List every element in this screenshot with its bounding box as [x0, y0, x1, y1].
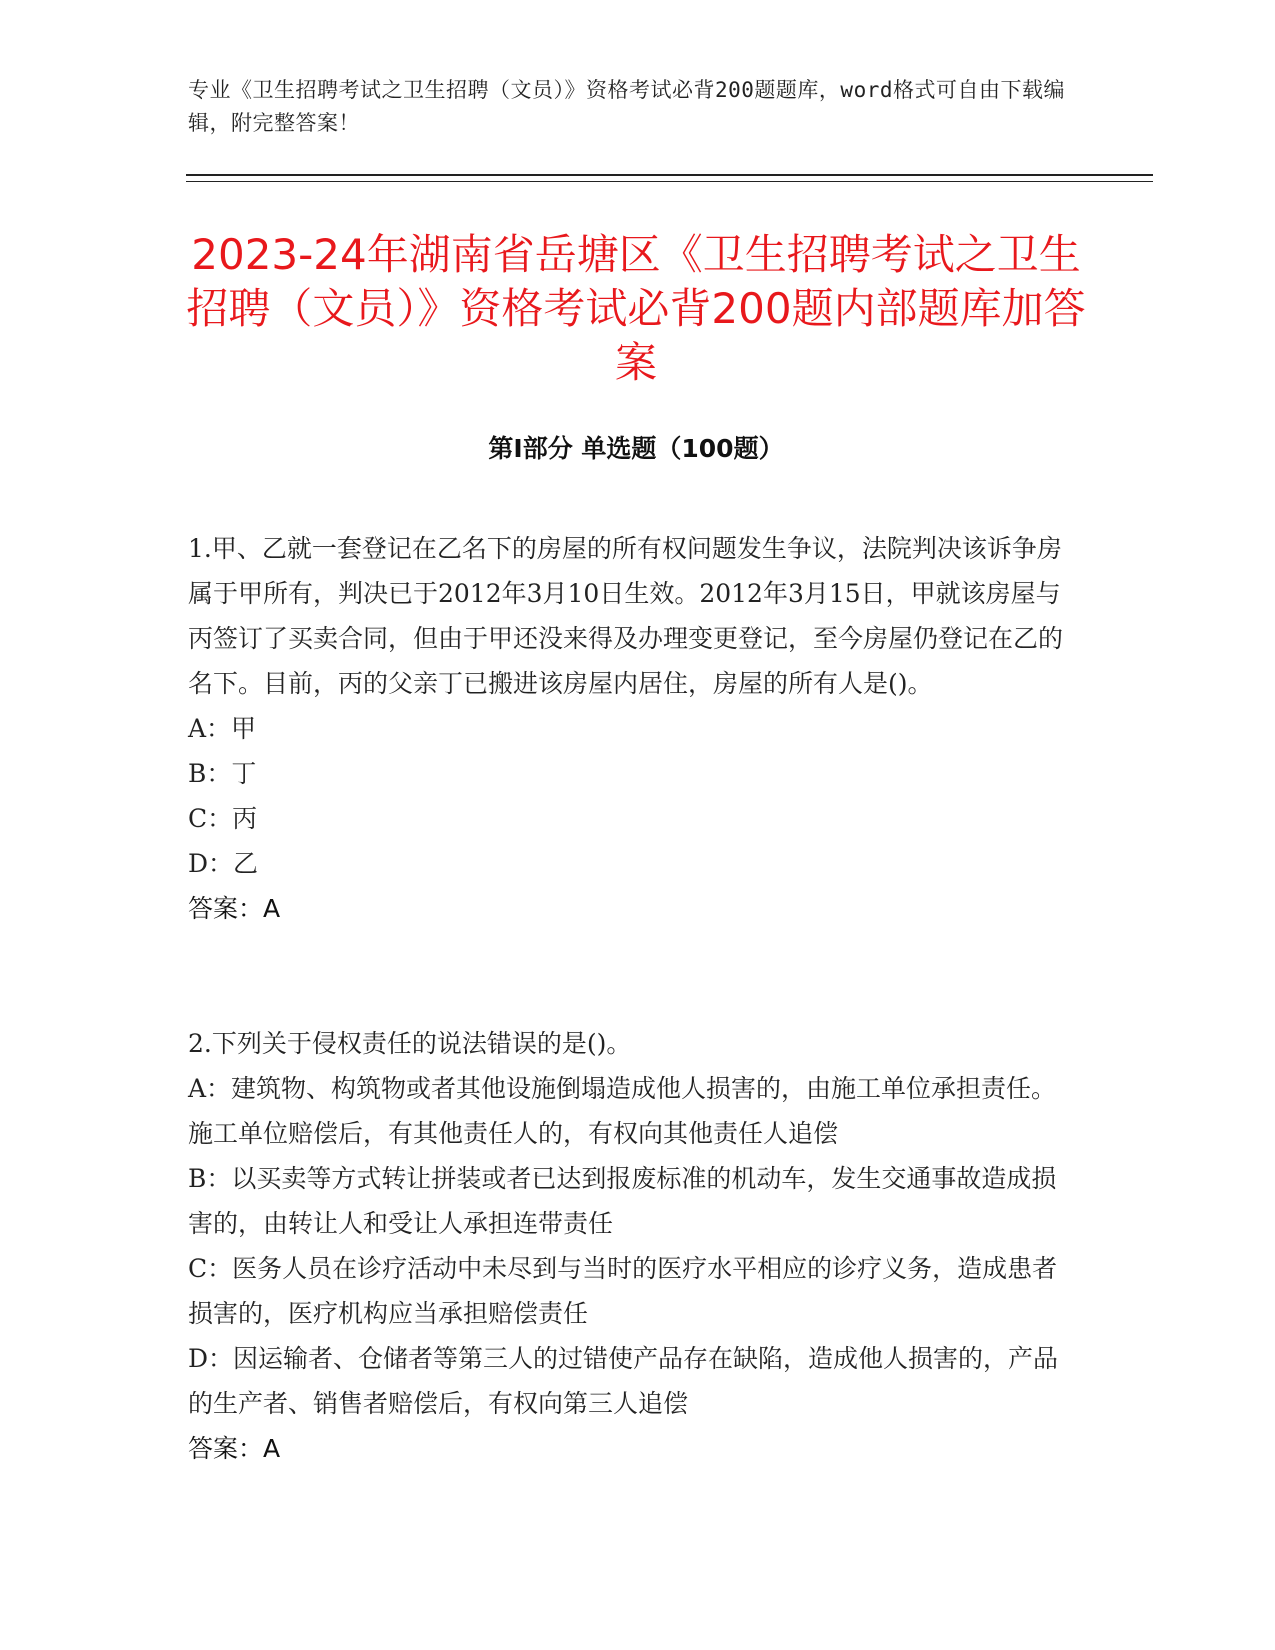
option-a: A：甲 — [188, 714, 257, 743]
question-stem: 2.下列关于侵权责任的说法错误的是()。 — [188, 1029, 632, 1058]
answer: 答案：A — [188, 894, 281, 923]
option-b: B：丁 — [188, 759, 257, 788]
question-stem: 1.甲、乙就一套登记在乙名下的房屋的所有权问题发生争议，法院判决该诉争房属于甲所有，判决已于2012年3月10日生效。2012年3月15日，甲就该房屋与丙签订了买卖合同，但由于甲还没来得及办理变更登记，至今房屋仍登记在乙的名下。目前，丙的父亲丁已搬进该房屋内居住，房屋的所有人是()。 — [188, 534, 1064, 698]
answer: 答案：A — [188, 1434, 281, 1463]
option-a: A：建筑物、构筑物或者其他设施倒塌造成他人损害的，由施工单位承担责任。施工单位赔偿后，有其他责任人的，有权向其他责任人追偿 — [188, 1074, 1057, 1148]
option-b: B：以买卖等方式转让拼装或者已达到报废标准的机动车，发生交通事故造成损害的，由转让人和受让人承担连带责任 — [188, 1164, 1057, 1238]
header-divider-thin — [186, 181, 1153, 182]
option-c: C：医务人员在诊疗活动中未尽到与当时的医疗水平相应的诊疗义务，造成患者损害的，医疗机构应当承担赔偿责任 — [188, 1254, 1058, 1328]
question-2 — [188, 1021, 1068, 1471]
option-c: C：丙 — [188, 804, 258, 833]
header-divider-thick — [186, 174, 1153, 176]
document-title: 2023-24年湖南省岳塘区《卫生招聘考试之卫生招聘（文员）》资格考试必背200题内部题库加答案 — [186, 230, 1086, 387]
option-d: D：乙 — [188, 849, 259, 878]
section-title: 第Ⅰ部分 单选题（100题） — [488, 434, 784, 463]
question-1 — [188, 526, 1068, 931]
header-note: 专业《卫生招聘考试之卫生招聘（文员）》资格考试必背200题题库，word格式可自由下载编辑，附完整答案！ — [188, 78, 1065, 135]
option-d: D：因运输者、仓储者等第三人的过错使产品存在缺陷，造成他人损害的，产品的生产者、销售者赔偿后，有权向第三人追偿 — [188, 1344, 1059, 1418]
